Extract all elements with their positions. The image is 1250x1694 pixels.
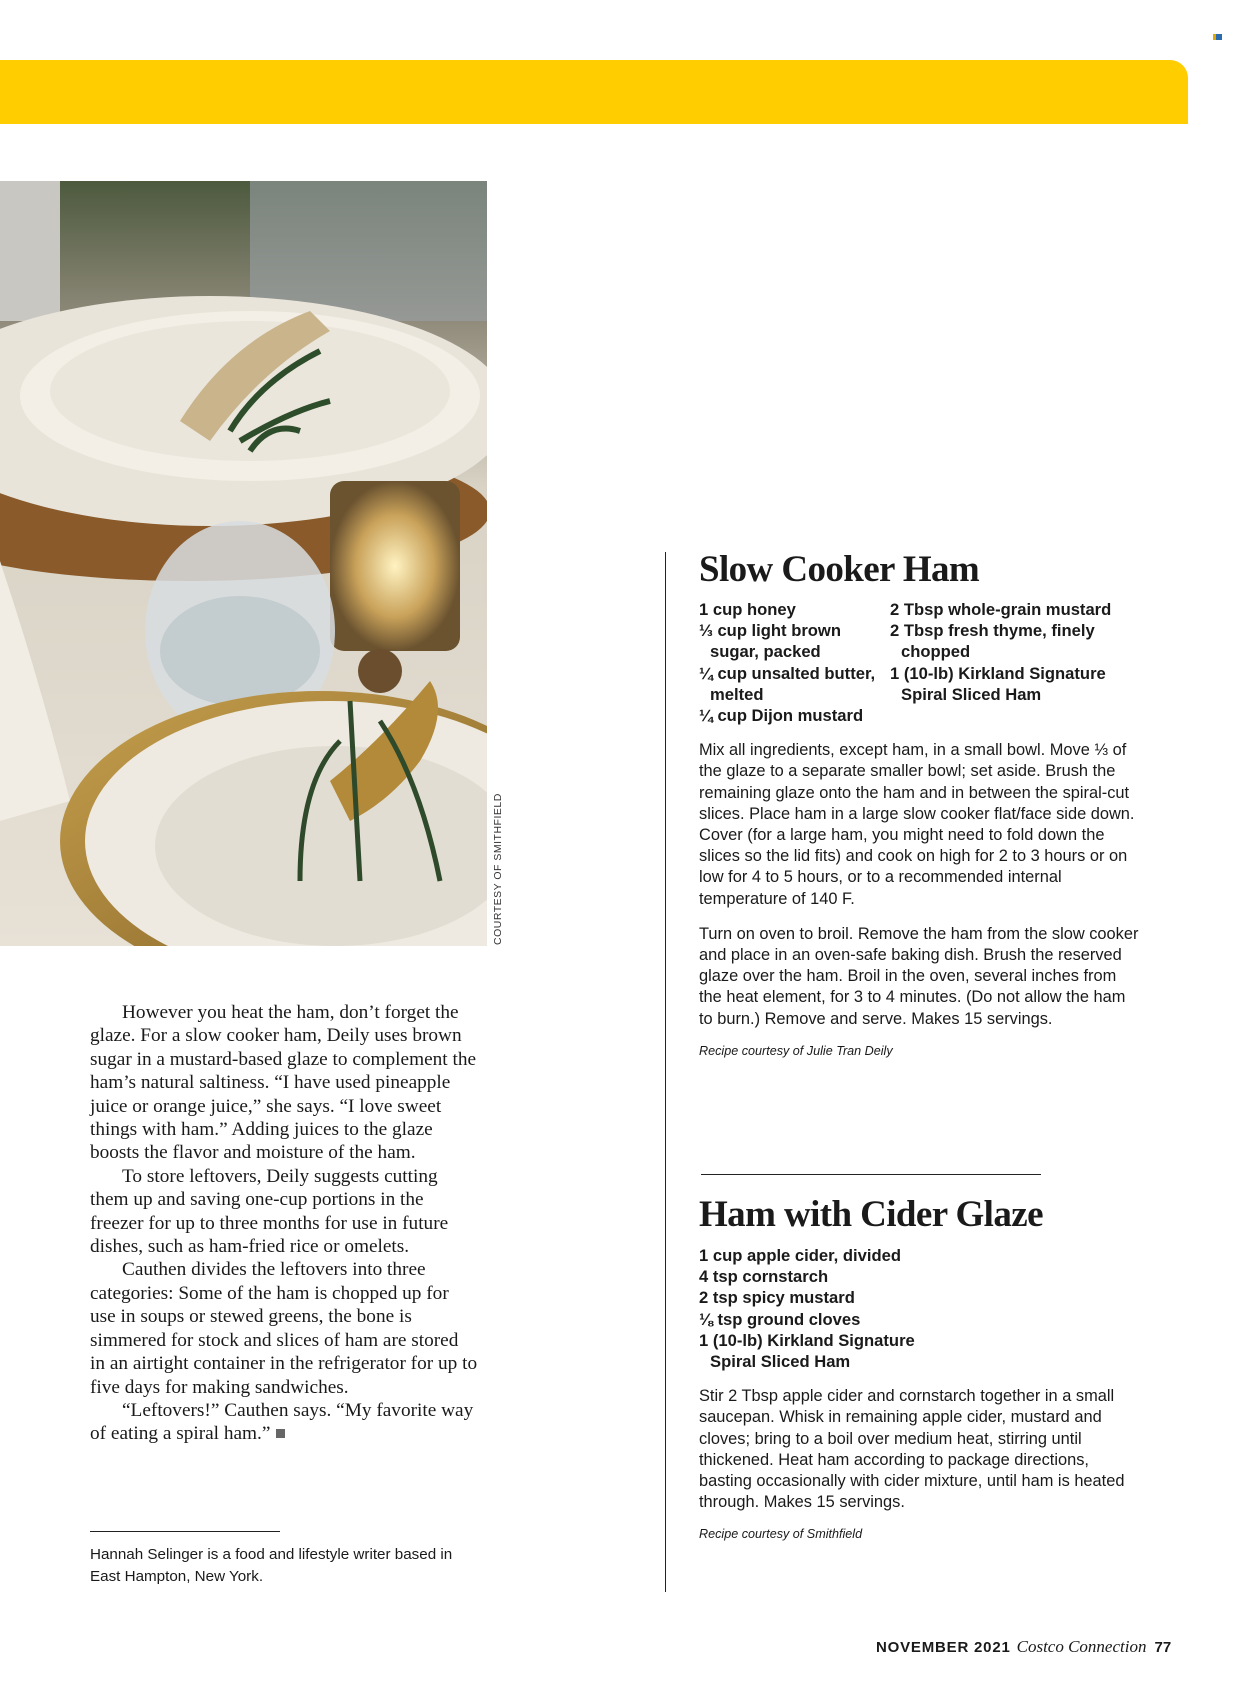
story-paragraph: However you heat the ham, don’t forget the glaze. For a slow cooker ham, Deily uses brown sugar in a mustard-based glaze to complement the ham’s natural saltiness. “I have used pineapple juice or orange juice,” she says. “I love sweet things with ham.” Adding juices to the glaze boosts the flavor and moisture of the ham. bbox=[90, 1002, 477, 1164]
ingredient-column-1 bbox=[699, 599, 890, 726]
ingredient: 1 (10-lb) Kirkland Signature Spiral Sliced Ham bbox=[890, 663, 1106, 704]
author-bio: Hannah Selinger is a food and lifestyle writer based in East Hampton, New York. bbox=[90, 1546, 453, 1585]
recipe-directions bbox=[699, 740, 1139, 1030]
ingredient-column-2 bbox=[890, 599, 1135, 726]
ingredient: 1 cup honey bbox=[699, 600, 796, 619]
direction-step: Mix all ingredients, except ham, in a small bowl. Move ⅓ of the glaze to a separate smaller bowl; set aside. Brush the remaining glaze onto the ham and in between the spiral-cut slices. Place ham in a large slow cooker flat/face side down. Cover (for a large ham, you might need to fold down the slices so the lid fits) and cook on high for 2 to 3 hours or on low for 4 to 5 hours, or to a recommended internal temperature of 140 F. bbox=[699, 741, 1135, 908]
ingredient: 4 tsp cornstarch bbox=[699, 1267, 829, 1287]
ingredient-list bbox=[699, 1245, 959, 1372]
bio-divider bbox=[90, 1531, 280, 1532]
recipe-directions bbox=[699, 1386, 1139, 1513]
story-paragraph: Cauthen divides the leftovers into three categories: Some of the ham is chopped up for use in soups or stewed greens, the bone is simmered for stock and slices of ham are stored in an airtight container in the refrigerator for up to five days for making sandwiches. bbox=[90, 1259, 478, 1398]
ingredient: ⅛ tsp ground cloves bbox=[699, 1309, 861, 1329]
magazine-name: Costco Connection bbox=[1016, 1637, 1147, 1656]
column-divider bbox=[665, 552, 666, 1592]
recipe-title: Slow Cooker Ham bbox=[699, 549, 980, 590]
end-mark-icon bbox=[276, 1429, 285, 1438]
ingredient: ¼ cup Dijon mustard bbox=[699, 706, 864, 726]
ingredient: 2 Tbsp whole-grain mustard bbox=[890, 600, 1112, 619]
direction-step: Turn on oven to broil. Remove the ham from the slow cooker and place in an oven-safe baking dish. Brush the reserved glaze over the ham. Broil in the oven, several inches from the heat element, for 3 to 4 minutes. (Do not allow the ham to burn.) Remove and serve. Makes 15 servings. bbox=[699, 924, 1139, 1028]
direction-step: Stir 2 Tbsp apple cider and cornstarch together in a small saucepan. Whisk in remaining apple cider, mustard and cloves; bring to a boil over medium heat, stirring until thickened. Heat ham according to package directions, basting occasionally with cider mixture, until ham is heated through. Makes 15 servings. bbox=[699, 1387, 1125, 1512]
story-paragraph-text: “Leftovers!” Cauthen says. “My favorite way of eating a spiral ham.” bbox=[90, 1399, 474, 1445]
recipe-ham-with-cider-glaze bbox=[699, 1193, 1139, 1541]
photo-illustration bbox=[0, 181, 487, 946]
recipe-title: Ham with Cider Glaze bbox=[699, 1194, 1043, 1235]
ingredient: 1 (10-lb) Kirkland Signature Spiral Sliced Ham bbox=[699, 1330, 915, 1372]
page-footer bbox=[876, 1637, 1196, 1657]
story-paragraph: To store leftovers, Deily suggests cutting them up and saving one-cup portions in the freezer for up to three months for use in future dishes, such as ham-fried rice or omelets. bbox=[90, 1165, 449, 1258]
issue-date: NOVEMBER 2021 bbox=[876, 1639, 1011, 1656]
table-setting-photo bbox=[0, 181, 487, 946]
story-paragraph-last bbox=[90, 1399, 478, 1446]
ingredient-list bbox=[699, 599, 1139, 726]
recipe-courtesy: Recipe courtesy of Julie Tran Deily bbox=[699, 1043, 893, 1058]
ingredient: 1 cup apple cider, divided bbox=[699, 1246, 901, 1265]
header-color-band bbox=[0, 60, 1188, 124]
ingredient: ⅓ cup light brown sugar, packed bbox=[699, 621, 841, 662]
photo-credit: COURTESY OF SMITHFIELD bbox=[492, 793, 504, 945]
recipe-divider bbox=[701, 1174, 1041, 1175]
ingredient: 2 tsp spicy mustard bbox=[699, 1288, 855, 1308]
recipe-slow-cooker-ham bbox=[699, 548, 1139, 1058]
registration-mark bbox=[1213, 34, 1222, 40]
recipe-courtesy: Recipe courtesy of Smithfield bbox=[699, 1527, 863, 1542]
article-body bbox=[90, 1001, 478, 1446]
page-number: 77 bbox=[1154, 1639, 1172, 1656]
ingredient: 2 Tbsp fresh thyme, finely chopped bbox=[890, 621, 1095, 662]
ingredient: ¼ cup unsalted butter, melted bbox=[699, 663, 876, 704]
